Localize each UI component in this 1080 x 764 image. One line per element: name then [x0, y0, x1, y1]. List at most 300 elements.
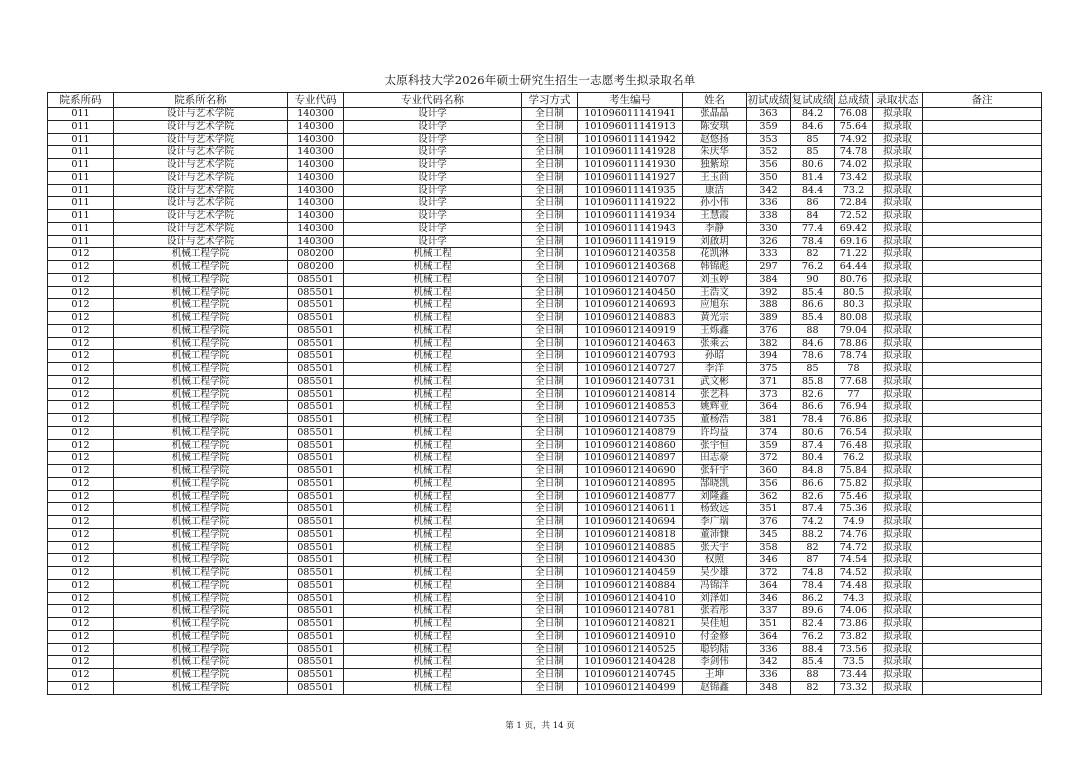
initial-score-cell: 353 [747, 133, 791, 146]
initial-score-cell: 372 [747, 452, 791, 465]
major-name-cell: 机械工程 [344, 579, 522, 592]
major-name-cell: 机械工程 [344, 299, 522, 312]
major-name-cell: 机械工程 [344, 618, 522, 631]
major-name-cell: 机械工程 [344, 286, 522, 299]
table-row [48, 286, 1042, 299]
table-row [48, 197, 1042, 210]
candidate-id-cell: 101096012140428 [578, 656, 683, 669]
college-code-cell: 012 [48, 490, 114, 503]
admission-status-cell: 拟录取 [873, 465, 923, 478]
initial-score-cell: 373 [747, 388, 791, 401]
remarks-cell [923, 643, 1042, 656]
admission-status-cell: 拟录取 [873, 528, 923, 541]
study-mode-cell: 全日制 [522, 567, 578, 580]
major-code-cell: 085501 [288, 490, 344, 503]
initial-score-cell: 394 [747, 350, 791, 363]
retest-score-cell: 86 [791, 197, 835, 210]
study-mode-cell: 全日制 [522, 299, 578, 312]
name-cell: 刘玉婷 [683, 273, 747, 286]
remarks-cell [923, 477, 1042, 490]
major-name-cell: 机械工程 [344, 516, 522, 529]
college-name-cell: 机械工程学院 [114, 375, 288, 388]
college-code-cell: 011 [48, 146, 114, 159]
candidate-id-cell: 101096012140919 [578, 324, 683, 337]
name-cell: 武文彬 [683, 375, 747, 388]
retest-score-cell: 82 [791, 541, 835, 554]
total-score-cell: 74.02 [835, 159, 873, 172]
total-score-cell: 73.56 [835, 643, 873, 656]
retest-score-cell: 78.4 [791, 579, 835, 592]
total-score-cell: 77 [835, 388, 873, 401]
remarks-cell [923, 120, 1042, 133]
college-name-cell: 机械工程学院 [114, 350, 288, 363]
study-mode-cell: 全日制 [522, 120, 578, 133]
major-name-cell: 机械工程 [344, 477, 522, 490]
table-row [48, 554, 1042, 567]
major-code-cell: 080200 [288, 261, 344, 274]
remarks-cell [923, 592, 1042, 605]
admission-status-cell: 拟录取 [873, 630, 923, 643]
college-code-cell: 012 [48, 299, 114, 312]
retest-score-cell: 80.6 [791, 159, 835, 172]
college-code-cell: 012 [48, 465, 114, 478]
candidate-id-cell: 101096012140814 [578, 388, 683, 401]
retest-score-cell: 74.8 [791, 567, 835, 580]
document-title: 太原科技大学2026年硕士研究生招生一志愿考生拟录取名单 [384, 73, 696, 87]
table-row [48, 592, 1042, 605]
table-row [48, 503, 1042, 516]
remarks-cell [923, 248, 1042, 261]
table-row [48, 184, 1042, 197]
major-code-cell: 140300 [288, 222, 344, 235]
major-name-cell: 设计学 [344, 120, 522, 133]
remarks-cell [923, 146, 1042, 159]
table-row [48, 324, 1042, 337]
initial-score-cell: 345 [747, 528, 791, 541]
college-name-cell: 机械工程学院 [114, 592, 288, 605]
major-name-cell: 机械工程 [344, 261, 522, 274]
table-row [48, 222, 1042, 235]
candidate-id-cell: 101096012140368 [578, 261, 683, 274]
total-score-cell: 74.92 [835, 133, 873, 146]
header-initial-score: 初试成绩 [747, 94, 790, 106]
study-mode-cell: 全日制 [522, 171, 578, 184]
major-name-cell: 设计学 [344, 222, 522, 235]
major-code-cell: 085501 [288, 363, 344, 376]
college-name-cell: 机械工程学院 [114, 426, 288, 439]
admission-status-cell: 拟录取 [873, 643, 923, 656]
college-name-cell: 设计与艺术学院 [114, 235, 288, 248]
major-name-cell: 设计学 [344, 210, 522, 223]
initial-score-cell: 375 [747, 363, 791, 376]
major-name-cell: 机械工程 [344, 426, 522, 439]
total-score-cell: 74.76 [835, 528, 873, 541]
major-name-cell: 设计学 [344, 184, 522, 197]
candidate-id-cell: 101096012140430 [578, 554, 683, 567]
college-name-cell: 机械工程学院 [114, 669, 288, 682]
study-mode-cell: 全日制 [522, 159, 578, 172]
retest-score-cell: 81.4 [791, 171, 835, 184]
initial-score-cell: 364 [747, 401, 791, 414]
candidate-id-cell: 101096012140860 [578, 439, 683, 452]
college-name-cell: 机械工程学院 [114, 414, 288, 427]
major-name-cell: 机械工程 [344, 592, 522, 605]
major-code-cell: 085501 [288, 567, 344, 580]
initial-score-cell: 389 [747, 312, 791, 325]
name-cell: 王玉茴 [683, 171, 747, 184]
name-cell: 张晶晶 [683, 108, 747, 121]
name-cell: 吴少雄 [683, 567, 747, 580]
retest-score-cell: 82.6 [791, 388, 835, 401]
college-name-cell: 设计与艺术学院 [114, 120, 288, 133]
college-code-cell: 012 [48, 248, 114, 261]
study-mode-cell: 全日制 [522, 375, 578, 388]
total-score-cell: 73.2 [835, 184, 873, 197]
admission-status-cell: 拟录取 [873, 541, 923, 554]
major-name-cell: 设计学 [344, 108, 522, 121]
college-code-cell: 011 [48, 197, 114, 210]
college-name-cell: 机械工程学院 [114, 643, 288, 656]
header-major-name: 专业代码名称 [344, 93, 522, 108]
college-code-cell: 012 [48, 401, 114, 414]
candidate-id-cell: 101096011141913 [578, 120, 683, 133]
table-row [48, 465, 1042, 478]
remarks-cell [923, 350, 1042, 363]
table-row [48, 375, 1042, 388]
admission-status-cell: 拟录取 [873, 197, 923, 210]
admission-status-cell: 拟录取 [873, 210, 923, 223]
initial-score-cell: 342 [747, 656, 791, 669]
remarks-cell [923, 541, 1042, 554]
college-name-cell: 机械工程学院 [114, 452, 288, 465]
candidate-id-cell: 101096012140731 [578, 375, 683, 388]
college-name-cell: 机械工程学院 [114, 490, 288, 503]
retest-score-cell: 84.4 [791, 184, 835, 197]
study-mode-cell: 全日制 [522, 401, 578, 414]
name-cell: 李剑伟 [683, 656, 747, 669]
initial-score-cell: 356 [747, 477, 791, 490]
retest-score-cell: 77.4 [791, 222, 835, 235]
initial-score-cell: 364 [747, 579, 791, 592]
study-mode-cell: 全日制 [522, 184, 578, 197]
college-code-cell: 011 [48, 210, 114, 223]
major-code-cell: 140300 [288, 197, 344, 210]
major-name-cell: 设计学 [344, 171, 522, 184]
study-mode-cell: 全日制 [522, 261, 578, 274]
candidate-id-cell: 101096012140781 [578, 605, 683, 618]
table-row [48, 669, 1042, 682]
study-mode-cell: 全日制 [522, 235, 578, 248]
major-code-cell: 140300 [288, 146, 344, 159]
header-college-name: 院系所名称 [114, 93, 288, 108]
candidate-id-cell: 101096012140459 [578, 567, 683, 580]
name-cell: 王浩文 [683, 286, 747, 299]
college-name-cell: 机械工程学院 [114, 503, 288, 516]
total-score-cell: 73.5 [835, 656, 873, 669]
retest-score-cell: 85 [791, 133, 835, 146]
admission-status-cell: 拟录取 [873, 477, 923, 490]
admission-table [47, 92, 1042, 695]
study-mode-cell: 全日制 [522, 388, 578, 401]
total-score-cell: 69.42 [835, 222, 873, 235]
study-mode-cell: 全日制 [522, 669, 578, 682]
header-college-code: 院系所码 [48, 93, 114, 108]
admission-status-cell: 拟录取 [873, 261, 923, 274]
college-name-cell: 机械工程学院 [114, 516, 288, 529]
college-code-cell: 012 [48, 643, 114, 656]
remarks-cell [923, 681, 1042, 694]
college-name-cell: 机械工程学院 [114, 273, 288, 286]
retest-score-cell: 88.4 [791, 643, 835, 656]
major-code-cell: 085501 [288, 299, 344, 312]
major-name-cell: 机械工程 [344, 324, 522, 337]
study-mode-cell: 全日制 [522, 656, 578, 669]
study-mode-cell: 全日制 [522, 592, 578, 605]
candidate-id-cell: 101096012140727 [578, 363, 683, 376]
study-mode-cell: 全日制 [522, 579, 578, 592]
major-code-cell: 140300 [288, 184, 344, 197]
table-row [48, 414, 1042, 427]
remarks-cell [923, 388, 1042, 401]
major-code-cell: 140300 [288, 133, 344, 146]
name-cell: 姚辉亚 [683, 401, 747, 414]
name-cell: 权照 [683, 554, 747, 567]
name-cell: 杨致远 [683, 503, 747, 516]
major-code-cell: 140300 [288, 171, 344, 184]
college-name-cell: 机械工程学院 [114, 567, 288, 580]
table-row [48, 171, 1042, 184]
name-cell: 王坤 [683, 669, 747, 682]
college-name-cell: 机械工程学院 [114, 363, 288, 376]
college-name-cell: 机械工程学院 [114, 618, 288, 631]
candidate-id-cell: 101096012140895 [578, 477, 683, 490]
study-mode-cell: 全日制 [522, 439, 578, 452]
total-score-cell: 74.06 [835, 605, 873, 618]
major-code-cell: 085501 [288, 414, 344, 427]
name-cell: 王慧霞 [683, 210, 747, 223]
admission-status-cell: 拟录取 [873, 299, 923, 312]
college-code-cell: 012 [48, 261, 114, 274]
name-cell: 田志豪 [683, 452, 747, 465]
retest-score-cell: 74.2 [791, 516, 835, 529]
candidate-id-cell: 101096012140707 [578, 273, 683, 286]
table-row [48, 630, 1042, 643]
admission-status-cell: 拟录取 [873, 273, 923, 286]
retest-score-cell: 84.6 [791, 337, 835, 350]
initial-score-cell: 348 [747, 681, 791, 694]
name-cell: 张天宇 [683, 541, 747, 554]
admission-status-cell: 拟录取 [873, 618, 923, 631]
remarks-cell [923, 312, 1042, 325]
total-score-cell: 69.16 [835, 235, 873, 248]
table-row [48, 235, 1042, 248]
table-row [48, 210, 1042, 223]
retest-score-cell: 87.4 [791, 439, 835, 452]
table-row [48, 681, 1042, 694]
remarks-cell [923, 426, 1042, 439]
table-row [48, 541, 1042, 554]
college-code-cell: 012 [48, 618, 114, 631]
study-mode-cell: 全日制 [522, 618, 578, 631]
retest-score-cell: 86.6 [791, 401, 835, 414]
name-cell: 赵悠扬 [683, 133, 747, 146]
major-name-cell: 设计学 [344, 133, 522, 146]
remarks-cell [923, 324, 1042, 337]
college-name-cell: 机械工程学院 [114, 477, 288, 490]
initial-score-cell: 330 [747, 222, 791, 235]
total-score-cell: 75.36 [835, 503, 873, 516]
college-code-cell: 012 [48, 273, 114, 286]
study-mode-cell: 全日制 [522, 312, 578, 325]
major-code-cell: 140300 [288, 108, 344, 121]
major-code-cell: 085501 [288, 337, 344, 350]
name-cell: 独紫琼 [683, 159, 747, 172]
table-row [48, 312, 1042, 325]
table-row [48, 528, 1042, 541]
retest-score-cell: 85 [791, 363, 835, 376]
study-mode-cell: 全日制 [522, 554, 578, 567]
remarks-cell [923, 579, 1042, 592]
retest-score-cell: 85.8 [791, 375, 835, 388]
name-cell: 许均益 [683, 426, 747, 439]
admission-status-cell: 拟录取 [873, 605, 923, 618]
candidate-id-cell: 101096012140410 [578, 592, 683, 605]
major-code-cell: 085501 [288, 669, 344, 682]
table-row [48, 146, 1042, 159]
college-name-cell: 机械工程学院 [114, 439, 288, 452]
name-cell: 董杨浩 [683, 414, 747, 427]
retest-score-cell: 86.6 [791, 477, 835, 490]
major-code-cell: 085501 [288, 388, 344, 401]
college-code-cell: 012 [48, 426, 114, 439]
major-name-cell: 机械工程 [344, 669, 522, 682]
major-code-cell: 085501 [288, 681, 344, 694]
admission-status-cell: 拟录取 [873, 388, 923, 401]
candidate-id-cell: 101096011141943 [578, 222, 683, 235]
initial-score-cell: 362 [747, 490, 791, 503]
name-cell: 康洁 [683, 184, 747, 197]
retest-score-cell: 82.4 [791, 618, 835, 631]
study-mode-cell: 全日制 [522, 133, 578, 146]
name-cell: 韩锦彪 [683, 261, 747, 274]
total-score-cell: 74.72 [835, 541, 873, 554]
name-cell: 孙小伟 [683, 197, 747, 210]
admission-status-cell: 拟录取 [873, 490, 923, 503]
major-code-cell: 085501 [288, 350, 344, 363]
retest-score-cell: 87 [791, 554, 835, 567]
initial-score-cell: 350 [747, 171, 791, 184]
major-code-cell: 085501 [288, 439, 344, 452]
study-mode-cell: 全日制 [522, 643, 578, 656]
major-name-cell: 机械工程 [344, 312, 522, 325]
major-code-cell: 085501 [288, 630, 344, 643]
total-score-cell: 73.82 [835, 630, 873, 643]
college-code-cell: 012 [48, 324, 114, 337]
major-code-cell: 085501 [288, 477, 344, 490]
major-code-cell: 140300 [288, 210, 344, 223]
candidate-id-cell: 101096012140883 [578, 312, 683, 325]
college-name-cell: 设计与艺术学院 [114, 210, 288, 223]
study-mode-cell: 全日制 [522, 146, 578, 159]
initial-score-cell: 363 [747, 108, 791, 121]
remarks-cell [923, 503, 1042, 516]
major-code-cell: 085501 [288, 528, 344, 541]
name-cell: 陈安琪 [683, 120, 747, 133]
major-code-cell: 085501 [288, 324, 344, 337]
candidate-id-cell: 101096012140735 [578, 414, 683, 427]
initial-score-cell: 352 [747, 146, 791, 159]
study-mode-cell: 全日制 [522, 286, 578, 299]
college-code-cell: 012 [48, 592, 114, 605]
remarks-cell [923, 197, 1042, 210]
admission-status-cell: 拟录取 [873, 108, 923, 121]
college-code-cell: 012 [48, 681, 114, 694]
table-row [48, 363, 1042, 376]
major-code-cell: 140300 [288, 120, 344, 133]
admission-status-cell: 拟录取 [873, 592, 923, 605]
initial-score-cell: 381 [747, 414, 791, 427]
remarks-cell [923, 528, 1042, 541]
candidate-id-cell: 101096012140358 [578, 248, 683, 261]
candidate-id-cell: 101096012140897 [578, 452, 683, 465]
admission-status-cell: 拟录取 [873, 567, 923, 580]
retest-score-cell: 90 [791, 273, 835, 286]
name-cell: 聪钧陆 [683, 643, 747, 656]
major-name-cell: 机械工程 [344, 248, 522, 261]
college-code-cell: 012 [48, 656, 114, 669]
initial-score-cell: 337 [747, 605, 791, 618]
remarks-cell [923, 618, 1042, 631]
major-name-cell: 机械工程 [344, 643, 522, 656]
study-mode-cell: 全日制 [522, 108, 578, 121]
remarks-cell [923, 108, 1042, 121]
table-row [48, 567, 1042, 580]
college-name-cell: 机械工程学院 [114, 324, 288, 337]
major-name-cell: 机械工程 [344, 273, 522, 286]
total-score-cell: 75.84 [835, 465, 873, 478]
study-mode-cell: 全日制 [522, 465, 578, 478]
table-row [48, 273, 1042, 286]
retest-score-cell: 80.6 [791, 426, 835, 439]
name-cell: 李洋 [683, 363, 747, 376]
major-code-cell: 085501 [288, 605, 344, 618]
total-score-cell: 78 [835, 363, 873, 376]
major-name-cell: 机械工程 [344, 452, 522, 465]
remarks-cell [923, 363, 1042, 376]
table-row [48, 477, 1042, 490]
major-name-cell: 机械工程 [344, 363, 522, 376]
admission-status-cell: 拟录取 [873, 184, 923, 197]
admission-status-cell: 拟录取 [873, 235, 923, 248]
initial-score-cell: 346 [747, 554, 791, 567]
college-code-cell: 012 [48, 337, 114, 350]
admission-status-cell: 拟录取 [873, 681, 923, 694]
header-total-score: 总成绩 [835, 93, 873, 108]
name-cell: 赵锦鑫 [683, 681, 747, 694]
major-code-cell: 085501 [288, 401, 344, 414]
major-code-cell: 085501 [288, 618, 344, 631]
college-name-cell: 机械工程学院 [114, 605, 288, 618]
header-study-mode: 学习方式 [522, 93, 578, 108]
remarks-cell [923, 630, 1042, 643]
retest-score-cell: 84.2 [791, 108, 835, 121]
college-code-cell: 011 [48, 159, 114, 172]
admission-status-cell: 拟录取 [873, 426, 923, 439]
retest-score-cell: 78.4 [791, 414, 835, 427]
college-name-cell: 设计与艺术学院 [114, 108, 288, 121]
total-score-cell: 73.32 [835, 681, 873, 694]
college-code-cell: 012 [48, 363, 114, 376]
